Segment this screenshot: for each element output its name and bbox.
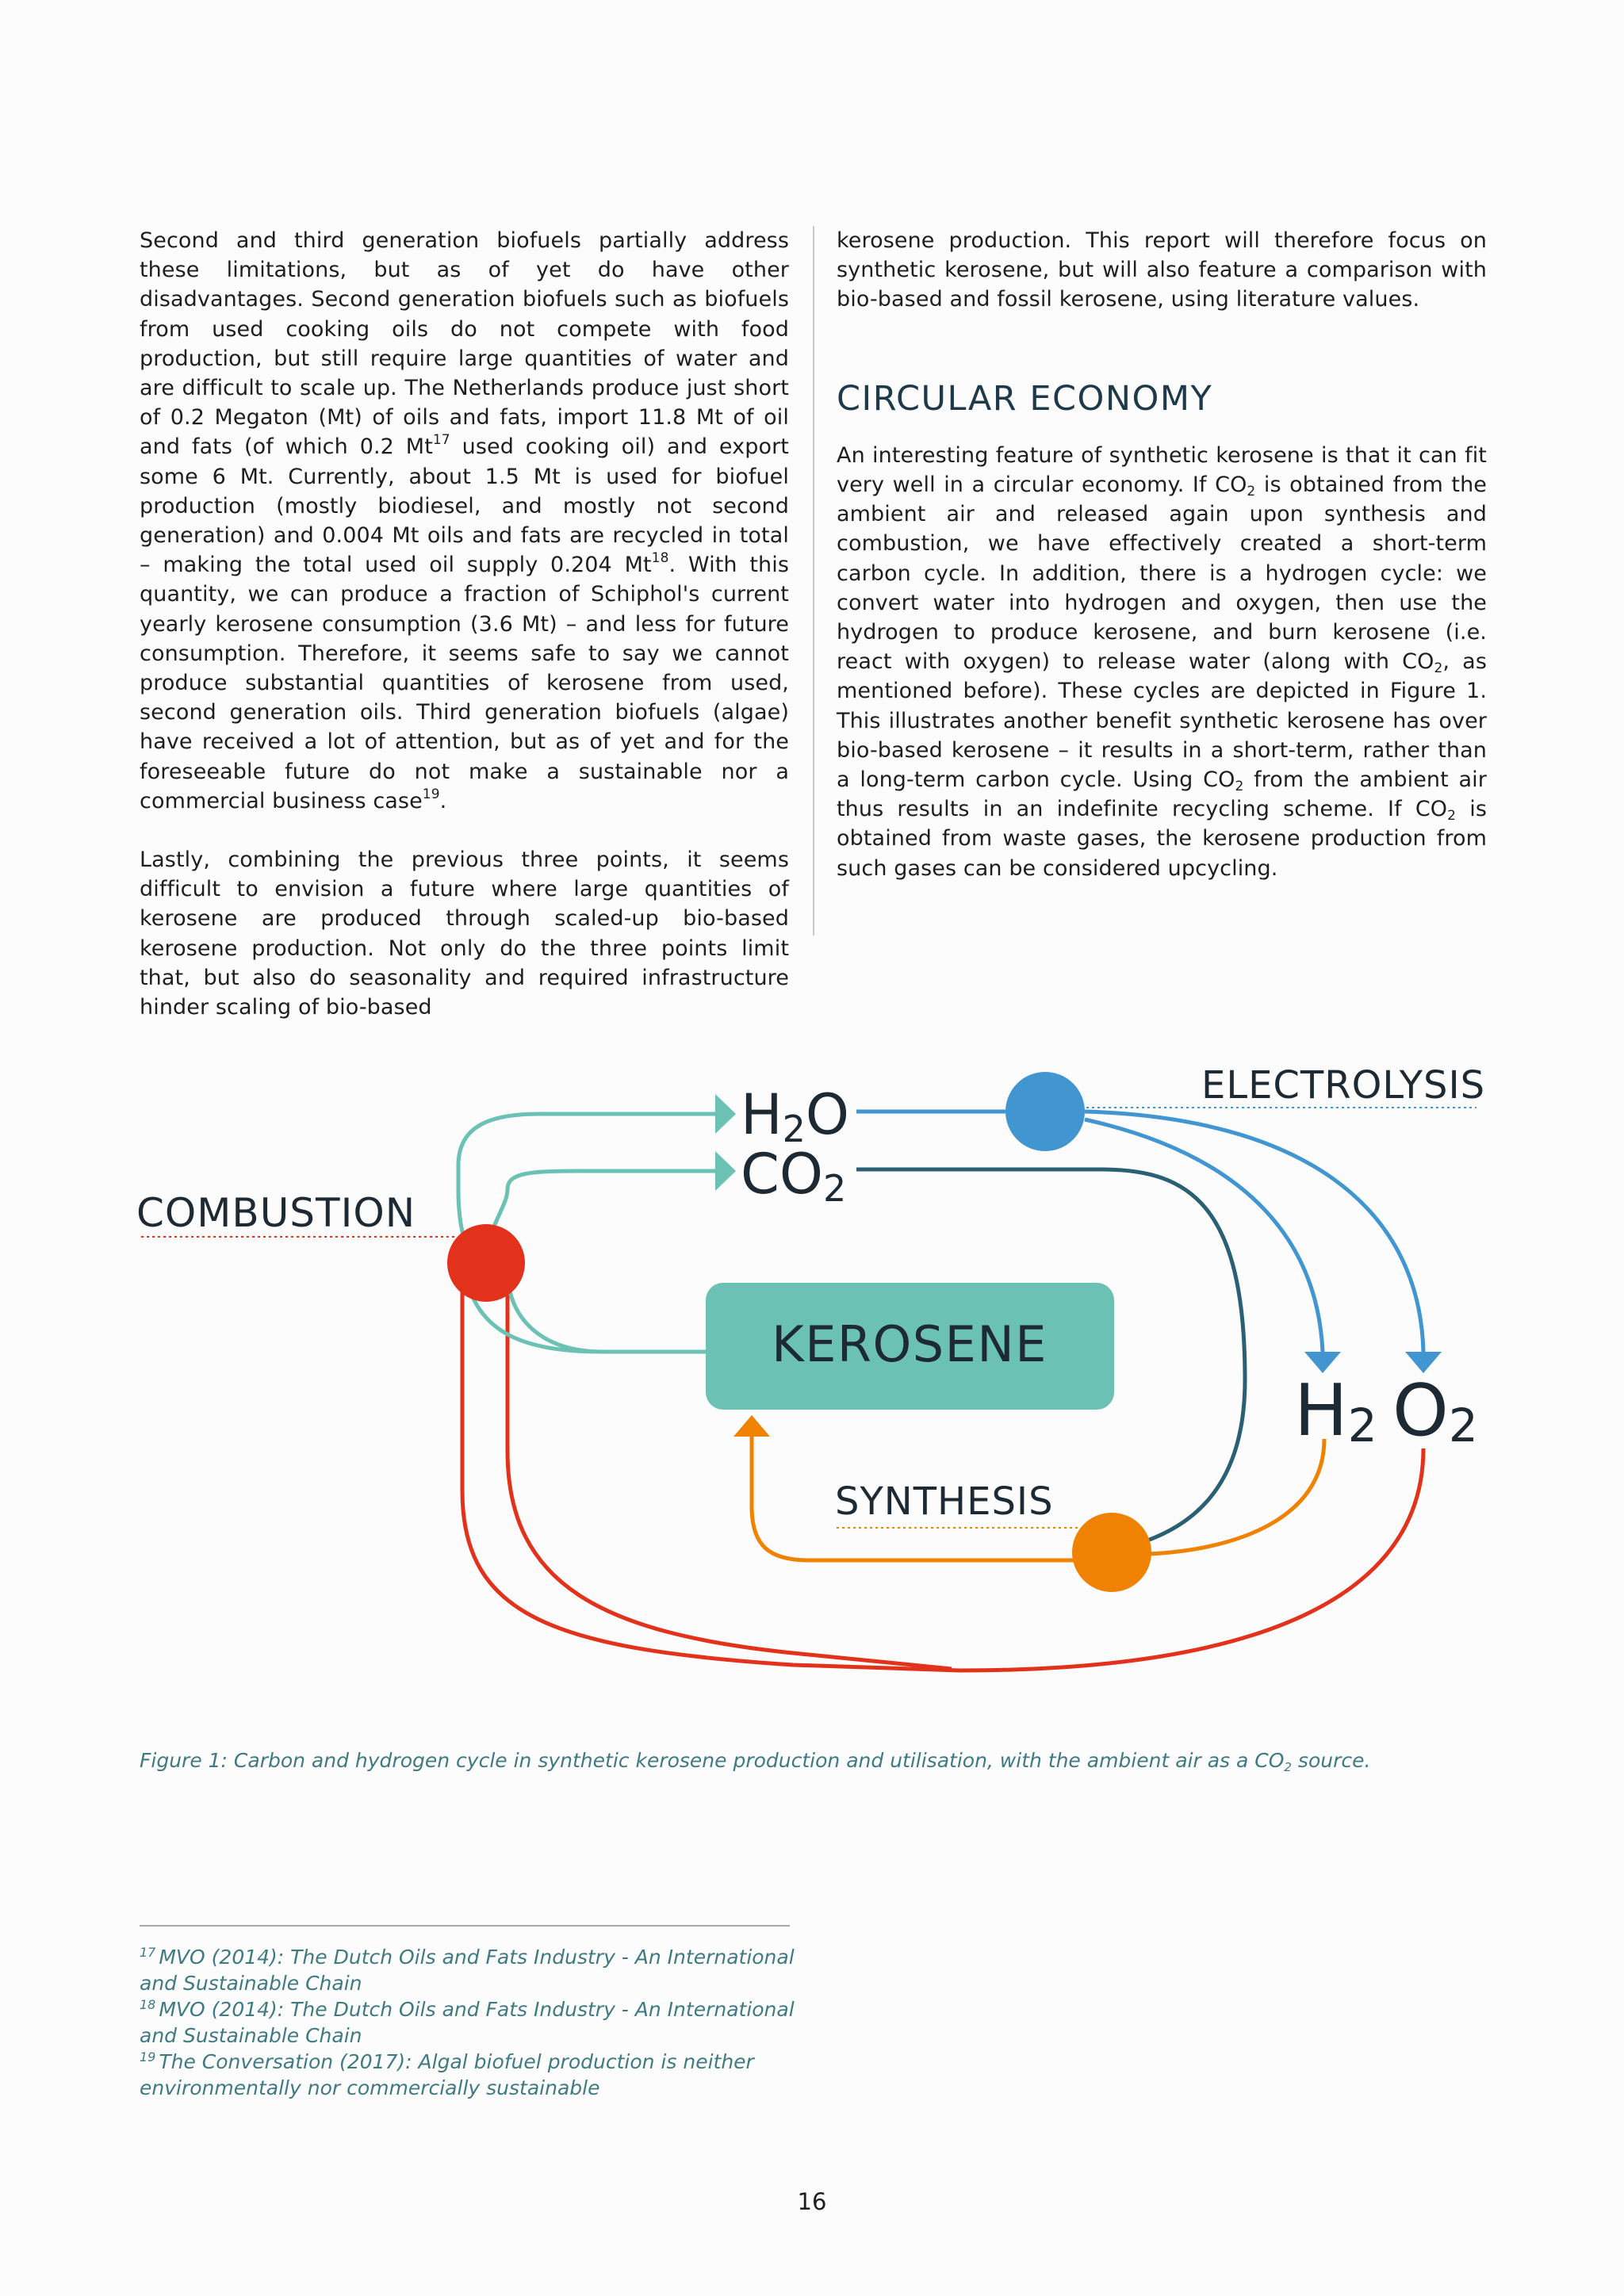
co2-arrow-head bbox=[715, 1151, 736, 1191]
subscript: 2 bbox=[1235, 779, 1244, 795]
footnote-19 bbox=[140, 2049, 798, 2101]
water-h: H bbox=[741, 1082, 783, 1147]
synthesis-label: SYNTHESIS bbox=[835, 1479, 1054, 1524]
footnote-17 bbox=[140, 1944, 798, 1996]
footnote-number: 17 bbox=[140, 1945, 156, 1960]
text-run: . With this quantity, we can produce a fraction of Schiphol's current yearly kerosene consumption (3.6 Mt) – and less for future consumption. Therefore, it seems safe to say we cannot produce substantial quantities of kerosene from used, second generation oils. Third generation biofuels (algae) have received a lot of attention, but as of yet and for the foreseeable future do not make a sustainable nor a commercial business case bbox=[140, 553, 790, 813]
footnote-number: 18 bbox=[140, 1997, 156, 2012]
footnote-text: MVO (2014): The Dutch Oils and Fats Industry - An International and Sustainable Chain bbox=[140, 1998, 795, 2047]
h2-to-synthesis-line bbox=[1148, 1439, 1324, 1554]
water-o: O bbox=[805, 1082, 850, 1147]
electrolysis-label: ELECTROLYSIS bbox=[1201, 1063, 1486, 1108]
h2-main: H bbox=[1294, 1369, 1348, 1452]
electrolysis-to-o2-line bbox=[1085, 1112, 1423, 1352]
o2-main: O bbox=[1392, 1369, 1449, 1452]
subscript: 2 bbox=[1434, 660, 1443, 677]
water-formula bbox=[741, 1082, 849, 1150]
combustion-label: COMBUSTION bbox=[136, 1190, 416, 1236]
footnote-number: 19 bbox=[140, 2049, 156, 2064]
subscript: 2 bbox=[1447, 808, 1457, 825]
electrolysis-node bbox=[1005, 1072, 1085, 1151]
caption-subscript: 2 bbox=[1284, 1760, 1292, 1774]
combustion-node bbox=[447, 1224, 525, 1302]
o2-formula bbox=[1392, 1369, 1478, 1452]
co2-formula bbox=[741, 1142, 846, 1210]
section-heading: CIRCULAR ECONOMY bbox=[837, 378, 1213, 419]
synthesis-arrow-head bbox=[733, 1415, 770, 1437]
subscript: 2 bbox=[1247, 484, 1256, 500]
right-paragraph-1: kerosene production. This report will therefore focus on synthetic kerosene, but will also feature a comparison with bio-based and fossil kerosene, using literature values. bbox=[837, 228, 1487, 312]
water-arrow-head bbox=[715, 1094, 736, 1134]
water-sub: 2 bbox=[782, 1108, 806, 1150]
caption-text: Figure 1: Carbon and hydrogen cycle in synthetic kerosene production and utilisation, with the ambient air as a CO bbox=[140, 1749, 1285, 1772]
text-run: from the ambient air thus results in an indefinite recycling scheme. If CO bbox=[837, 767, 1487, 822]
text-run: . bbox=[439, 788, 447, 813]
footnote-ref-17: 17 bbox=[432, 432, 450, 449]
page-number: 16 bbox=[797, 2188, 827, 2215]
caption-text-end: source. bbox=[1291, 1749, 1371, 1772]
footnote-ref-18: 18 bbox=[651, 550, 669, 567]
footnote-rule bbox=[140, 1925, 790, 1927]
o2-sub: 2 bbox=[1448, 1399, 1478, 1452]
co2-sub: 2 bbox=[822, 1167, 847, 1210]
synthesis-node bbox=[1072, 1513, 1151, 1592]
co2-main: CO bbox=[741, 1142, 823, 1207]
text-run: , as mentioned before). These cycles are depicted in Figure 1. This illustrates another benefit synthetic kerosene has over bio-based kerosene – it results in a short-term, rather than a long-term carbon cycle. Using CO bbox=[837, 649, 1487, 793]
text-run: is obtained from the ambient air and released again upon synthesis and combustion, we have effectively created a short-term carbon cycle. In addition, there is a hydrogen cycle: we convert water into hydrogen and oxygen, then use the hydrogen to produce kerosene, and burn kerosene (i.e. react with oxygen) to release water (along with CO bbox=[837, 473, 1487, 675]
kerosene-label: KEROSENE bbox=[772, 1315, 1048, 1373]
footnote-text: The Conversation (2017): Algal biofuel production is neither environmentally nor commercially sustainable bbox=[140, 2050, 754, 2099]
text-run: is obtained from waste gases, the kerosene production from such gases can be considered upcycling. bbox=[837, 797, 1487, 881]
footnote-text: MVO (2014): The Dutch Oils and Fats Industry - An International and Sustainable Chain bbox=[140, 1946, 795, 1995]
text-run: An interesting feature of synthetic kerosene is that it can fit very well in a circular economy. If CO bbox=[837, 442, 1487, 498]
footnote-18 bbox=[140, 1996, 798, 2049]
footnotes bbox=[140, 1944, 798, 2101]
footnote-ref-19: 19 bbox=[422, 786, 440, 802]
text-run: Second and third generation biofuels partially address these limitations, but as of yet do have other disadvantages. Second generation biofuels such as biofuels from used cooking oils do not compete with food production, but still require large quantities of water and are difficult to scale up. The Netherlands produce just short of 0.2 Megaton (Mt) of oils and fats, import 11.8 Mt of oil and fats (of which 0.2 Mt bbox=[140, 228, 789, 460]
left-paragraph-2: Lastly, combining the previous three points, it seems difficult to envision a future where large quantities of kerosene are produced through scaled-up bio-based kerosene production. Not only do the three points limit that, but also do seasonality and required infrastructure hinder scaling of bio-based bbox=[140, 848, 789, 1020]
figure-caption bbox=[140, 1747, 1488, 1774]
h2-formula bbox=[1294, 1369, 1377, 1452]
text-run: used cooking oil) and export some 6 Mt. Currently, about 1.5 Mt is used for biofuel production (mostly biodiesel, and mostly not second generation) and 0.004 Mt oils and fats are recycled in total – making the total used oil supply 0.204 Mt bbox=[140, 434, 789, 578]
h2-sub: 2 bbox=[1347, 1399, 1377, 1452]
